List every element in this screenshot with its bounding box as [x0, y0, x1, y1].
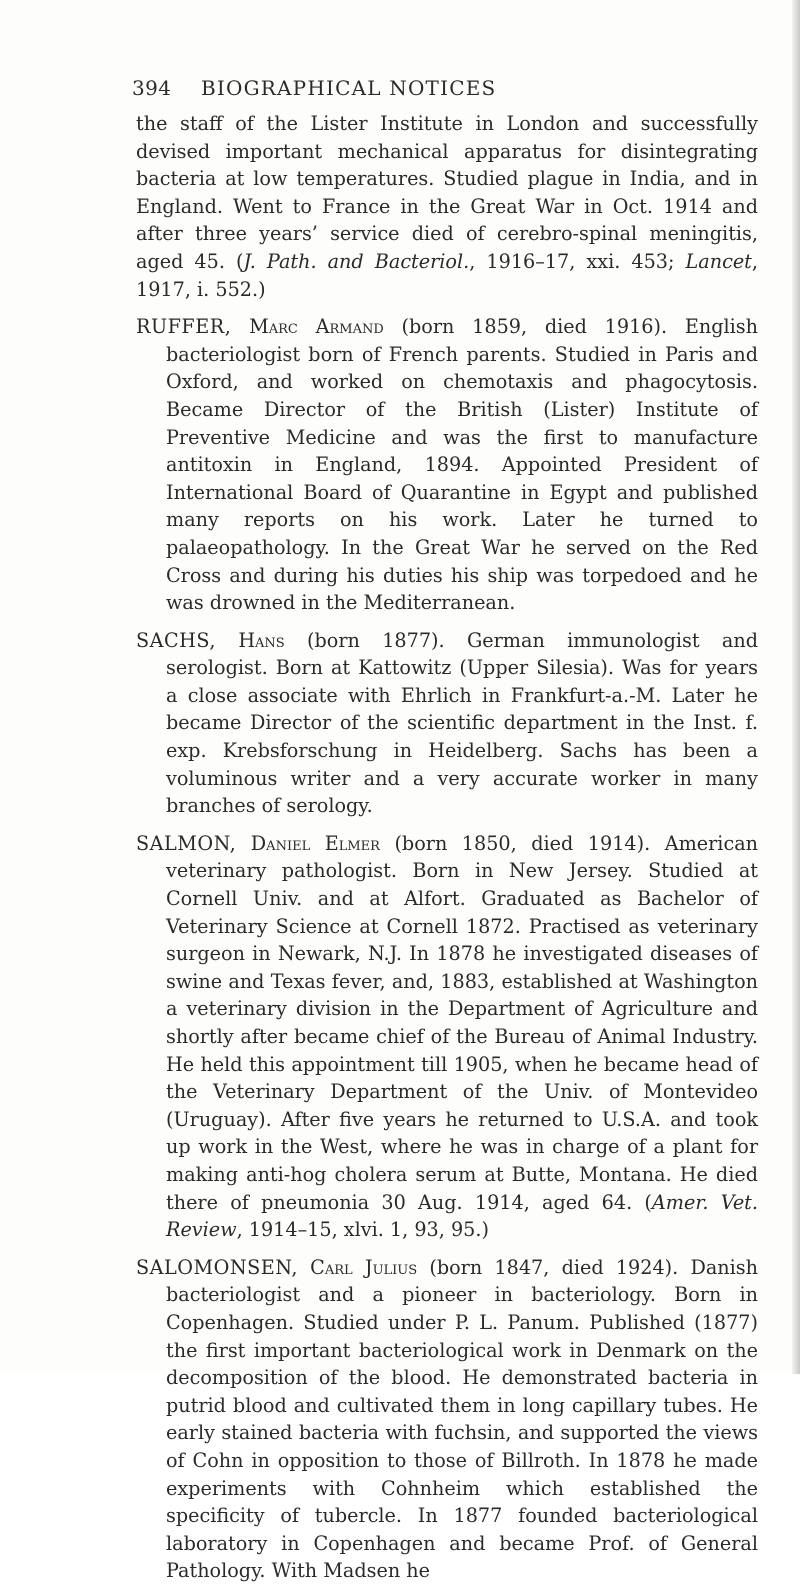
journal-citation: Amer. Vet. Review	[166, 1190, 758, 1242]
entry-surname: SALMON,	[136, 831, 237, 855]
entry-surname: SACHS,	[136, 628, 216, 652]
entry-given-names: Daniel Elmer	[250, 831, 380, 855]
entry-body: (born 1850, died 1914). American veterinary pathologist. Born in New Jersey. Studied at Cornell Univ. and at Alfort. Graduated as Bachelor of Veterinary Science at Cornell 1872. Practised as veterinary surgeon in Newark, N.J. In 1878 he investigated diseases of swine and Texas fever, and, 1883, established at Washington a veterinary division in the Department of Agriculture and shortly after became chief of the Bureau of Animal Industry. He held this appointment till 1905, when he became head of the Veterinary Department of the Univ. of Montevideo (Uruguay). After five years he returned to U.S.A. and took up work in the West, where he was in charge of a plant for making anti-hog cholera serum at Butte, Montana. He died there of pneumonia 30 Aug. 1914, aged 64. (	[166, 831, 758, 1214]
entry-surname: RUFFER,	[136, 315, 232, 339]
entry-salomonsen	[136, 1254, 758, 1585]
text-block	[136, 110, 758, 1595]
entry-surname: SALOMONSEN,	[136, 1255, 298, 1279]
entry-ruffer	[136, 313, 758, 617]
entry-body: (born 1847, died 1924). Danish bacteriologist and a pioneer in bacteriology. Born in Copenhagen. Studied under P. L. Panum. Published (1877) the first important bacteriological work in Denmark on the decomposition of the blood. He demonstrated bacteria in putrid blood and cultivated them in long capillary tubes. He early stained bacteria with fuchsin, and supported the views of Cohn in opposition to those of Billroth. In 1878 he made experiments with Cohnheim which established the specificity of tubercle. In 1877 founded bacteriological laboratory in Copenhagen and became Prof. of General Pathology. With Madsen he	[166, 1255, 758, 1583]
entry-citation-tail: , 1914–15, xlvi. 1, 93, 95.)	[236, 1218, 489, 1242]
continuation-paragraph: the staff of the Lister Institute in London and successfully devised important mechanical apparatus for disintegrating bacteria at low temperatures. Studied plague in India, and in England. Went to France in the Great War in Oct. 1914 and after three years’ service died of cerebro-spinal meningitis, aged 45. (J. Path. and Bacteriol., 1916–17, xxi. 453; Lancet, 1917, i. 552.)	[136, 112, 759, 301]
entry-salmon	[136, 830, 758, 1244]
running-title: BIOGRAPHICAL NOTICES	[201, 76, 497, 100]
journal-citation: Lancet	[685, 249, 752, 273]
entry-sachs	[136, 627, 758, 820]
page-edge-shadow	[792, 0, 800, 1374]
entry-body: (born 1859, died 1916). English bacteriologist born of French parents. Studied in Paris and Oxford, and worked on chemotaxis and phagocytosis. Became Director of the British (Lister) Institute of Preventive Medicine and was the first to manufacture antitoxin in England, 1894. Appointed President of International Board of Quarantine in Egypt and published many reports on his work. Later he turned to palaeopathology. In the Great War he served on the Red Cross and during his duties his ship was torpedoed and he was drowned in the Mediterranean.	[166, 315, 758, 615]
entry-body: (born 1877). German immunologist and serologist. Born at Kattowitz (Upper Silesia). Was for years a close associate with Ehrlich in Frankfurt-a.-M. Later he became Director of the scientific department in the Inst. f. exp. Krebsforschung in Heidelberg. Sachs has been a voluminous writer and a very accurate worker in many branches of serology.	[166, 628, 758, 818]
entry-given-names: Carl Julius	[310, 1255, 418, 1279]
page-number: 394	[132, 76, 172, 100]
entry-given-names: Hans	[238, 628, 285, 652]
entry-given-names: Marc Armand	[249, 315, 384, 339]
journal-citation: J. Path. and Bacteriol.	[243, 249, 470, 273]
